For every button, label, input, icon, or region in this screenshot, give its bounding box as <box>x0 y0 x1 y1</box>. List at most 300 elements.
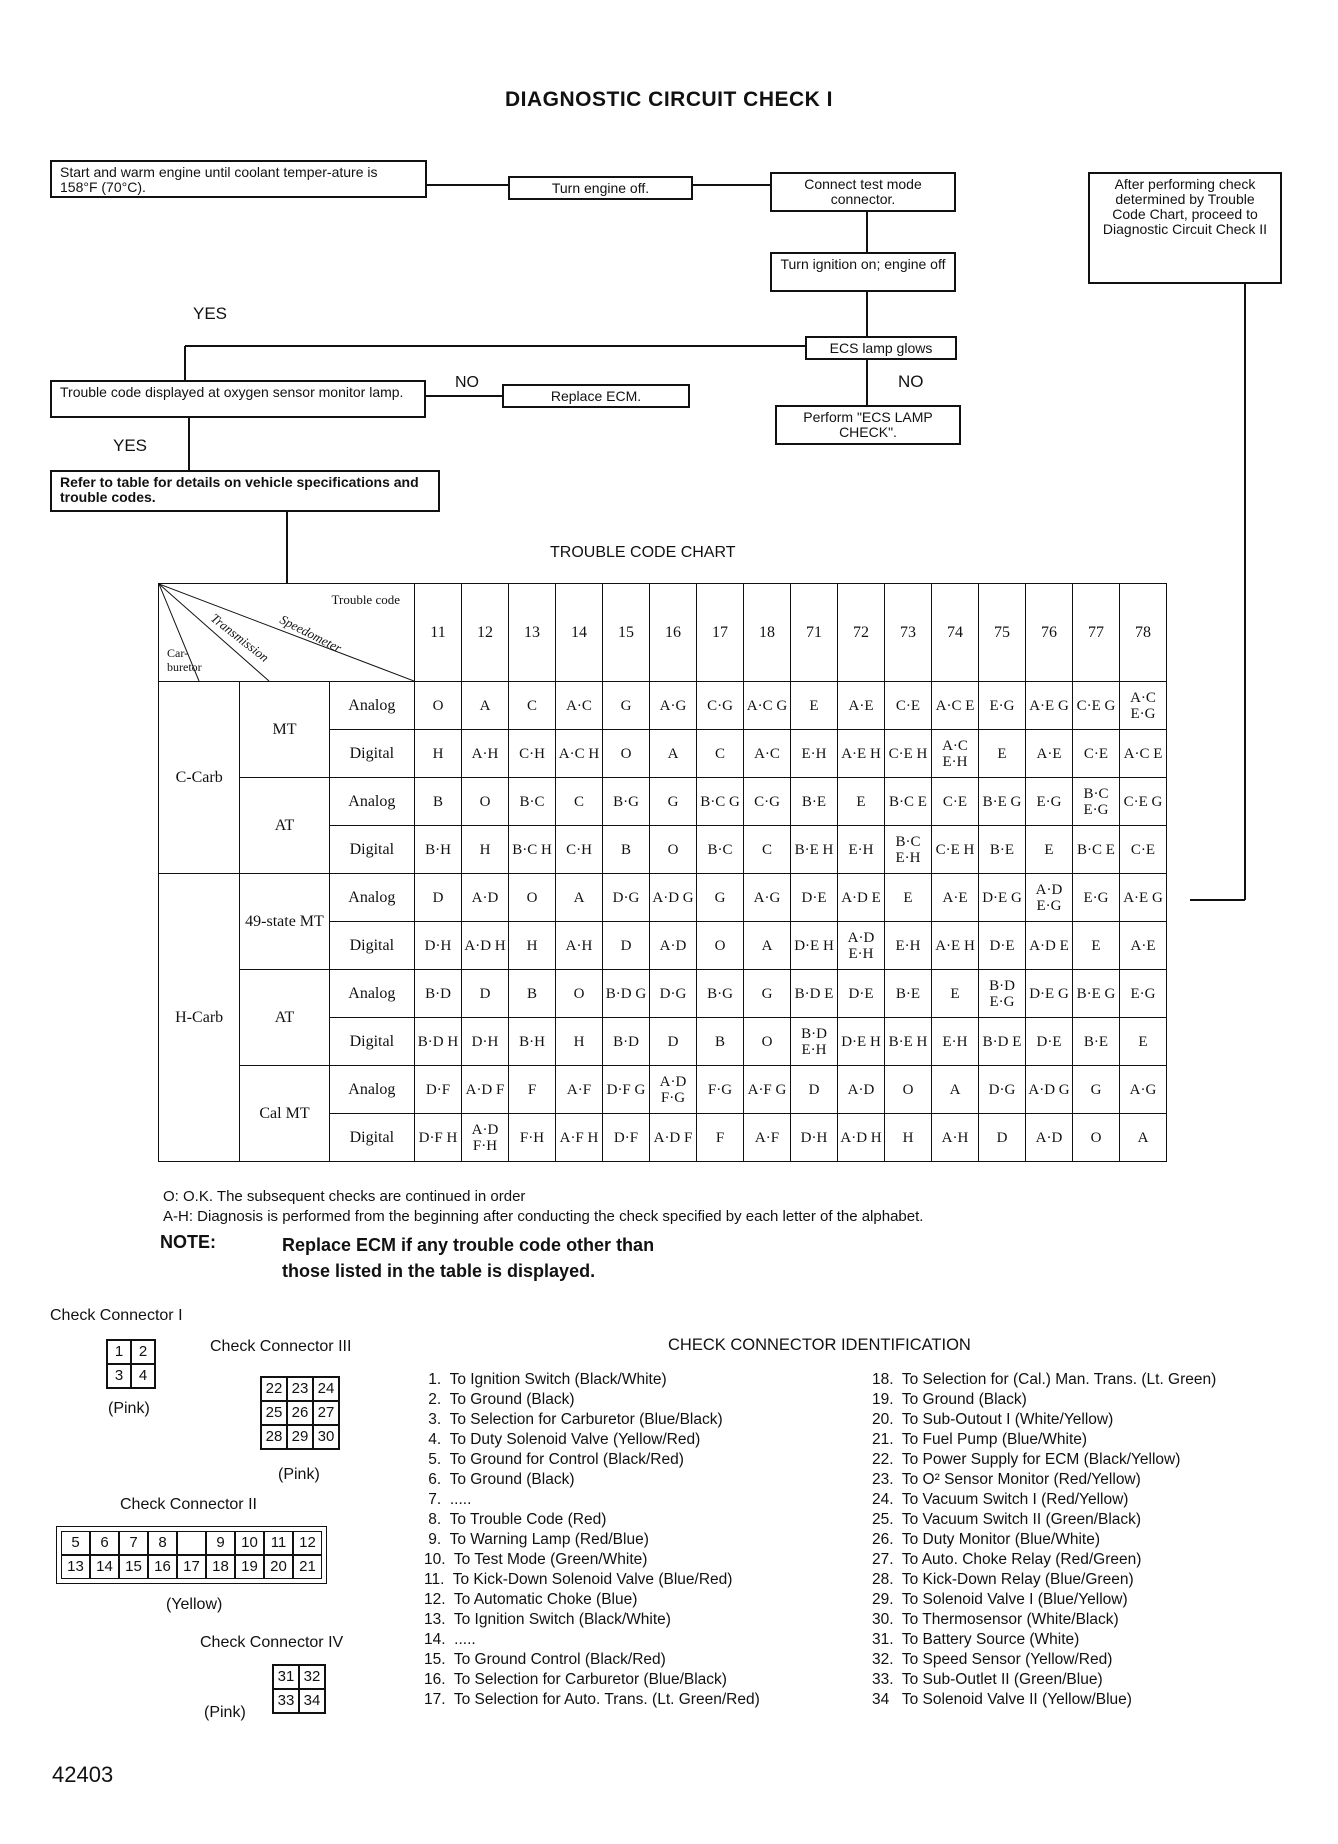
speedometer-cell: Analog <box>329 778 414 826</box>
code-cell: A·H <box>462 730 509 778</box>
code-cell: O <box>697 922 744 970</box>
pin-32: 32 <box>299 1665 325 1689</box>
code-cell: B·C <box>697 826 744 874</box>
code-cell: A·G <box>1120 1066 1167 1114</box>
pin-13: 13 <box>61 1555 90 1579</box>
transmission-cell: MT <box>240 682 329 778</box>
code-cell: E·G <box>979 682 1026 730</box>
code-header-75: 75 <box>979 584 1026 682</box>
code-cell: A·D H <box>462 922 509 970</box>
code-cell: B <box>697 1018 744 1066</box>
code-cell: A <box>744 922 791 970</box>
code-cell: A·D E <box>1026 922 1073 970</box>
code-cell: A·E <box>932 874 979 922</box>
code-cell: B·E <box>979 826 1026 874</box>
pin-description: 19. To Ground (Black) <box>872 1391 1027 1408</box>
code-cell: E·H <box>838 826 885 874</box>
code-cell: B·E H <box>885 1018 932 1066</box>
code-cell: B <box>603 826 650 874</box>
code-cell: C·E G <box>1073 682 1120 730</box>
code-header-74: 74 <box>932 584 979 682</box>
pin-21: 21 <box>293 1555 322 1579</box>
start-engine-box: Start and warm engine until coolant temper-ature is 158°F (70°C). <box>50 160 427 198</box>
code-header-73: 73 <box>885 584 932 682</box>
code-cell: D·F G <box>603 1066 650 1114</box>
code-cell: A·D G <box>650 874 697 922</box>
pin-27: 27 <box>313 1401 339 1425</box>
connector-4-pins <box>272 1664 326 1714</box>
code-header-17: 17 <box>697 584 744 682</box>
table-row <box>159 682 1167 730</box>
pin-description: 17. To Selection for Auto. Trans. (Lt. Green/Red) <box>424 1691 760 1708</box>
speedometer-cell: Digital <box>329 1114 414 1162</box>
code-cell: E·H <box>791 730 838 778</box>
note-text <box>282 1232 654 1284</box>
pin-description: 33. To Sub-Outlet II (Green/Blue) <box>872 1671 1103 1688</box>
pin-description: 8. To Trouble Code (Red) <box>424 1511 607 1528</box>
code-cell: G <box>603 682 650 730</box>
pin-8: 8 <box>148 1531 177 1555</box>
code-cell: A·D F·G <box>650 1066 697 1114</box>
transmission-cell: Cal MT <box>240 1066 329 1162</box>
pin-description: 13. To Ignition Switch (Black/White) <box>424 1611 671 1628</box>
code-cell: B·E <box>885 970 932 1018</box>
pin-description: 5. To Ground for Control (Black/Red) <box>424 1451 684 1468</box>
speedometer-cell: Analog <box>329 1066 414 1114</box>
code-cell: D·E <box>838 970 885 1018</box>
code-cell: A·E G <box>1120 874 1167 922</box>
code-cell: D·E H <box>838 1018 885 1066</box>
code-cell: B·E <box>791 778 838 826</box>
pin-14: 14 <box>90 1555 119 1579</box>
code-cell: E <box>932 970 979 1018</box>
ecs-lamp-glows-box: ECS lamp glows <box>805 336 957 360</box>
code-cell: A·G <box>744 874 791 922</box>
code-cell: C·E H <box>932 826 979 874</box>
code-cell: D·F H <box>415 1114 462 1162</box>
pin-description: 2. To Ground (Black) <box>424 1391 575 1408</box>
code-cell: H <box>556 1018 603 1066</box>
code-cell: A <box>1120 1114 1167 1162</box>
pin-29: 29 <box>287 1425 313 1449</box>
code-cell: B·D E·H <box>791 1018 838 1066</box>
note-line-1: Replace ECM if any trouble code other than <box>282 1235 655 1255</box>
code-cell: A·F H <box>556 1114 603 1162</box>
header-carburetor: Car-buretor <box>167 646 202 674</box>
code-cell: D <box>650 1018 697 1066</box>
transmission-cell: 49-state MT <box>240 874 329 970</box>
code-cell: A·C <box>556 682 603 730</box>
code-cell: B·G <box>697 970 744 1018</box>
code-cell: B·H <box>509 1018 556 1066</box>
code-cell: C·G <box>744 778 791 826</box>
code-cell: A <box>650 730 697 778</box>
pin-description: 30. To Thermosensor (White/Black) <box>872 1611 1119 1628</box>
pin-description: 12. To Automatic Choke (Blue) <box>424 1591 638 1608</box>
pin-31: 31 <box>273 1665 299 1689</box>
pin-description: 10. To Test Mode (Green/White) <box>424 1551 648 1568</box>
pin-description: 3. To Selection for Carburetor (Blue/Black) <box>424 1411 723 1428</box>
code-cell: D·G <box>979 1066 1026 1114</box>
pin-description: 24. To Vacuum Switch I (Red/Yellow) <box>872 1491 1129 1508</box>
code-cell: E·H <box>885 922 932 970</box>
code-cell: A·C <box>744 730 791 778</box>
connector-2-title: Check Connector II <box>120 1496 257 1513</box>
code-header-18: 18 <box>744 584 791 682</box>
code-cell: A·D <box>650 922 697 970</box>
replace-ecm-box: Replace ECM. <box>502 384 690 408</box>
connector-4-title: Check Connector IV <box>200 1634 344 1651</box>
code-cell: E·H <box>932 1018 979 1066</box>
pin-description: 1. To Ignition Switch (Black/White) <box>424 1371 667 1388</box>
legend-ah: A-H: Diagnosis is performed from the beginning after conducting the check specified by each letter of the alphabet. <box>163 1208 924 1225</box>
yes-label-1: YES <box>193 304 228 323</box>
carburetor-cell: H-Carb <box>159 874 240 1162</box>
code-cell: D·H <box>462 1018 509 1066</box>
code-cell: A·C E <box>932 682 979 730</box>
connector-1-title: Check Connector I <box>50 1307 183 1324</box>
trouble-code-table <box>158 583 1167 1162</box>
header-transmission: Transmission <box>208 610 272 665</box>
code-cell: D <box>791 1066 838 1114</box>
pin-4: 4 <box>131 1364 155 1388</box>
code-cell: E <box>838 778 885 826</box>
legend-ok: O: O.K. The subsequent checks are continued in order <box>163 1188 526 1205</box>
note-line-2: those listed in the table is displayed. <box>282 1261 596 1281</box>
connect-test-mode-box: Connect test mode connector. <box>770 172 956 212</box>
code-cell: E·G <box>1073 874 1120 922</box>
speedometer-cell: Analog <box>329 682 414 730</box>
no-label-2: NO <box>898 372 924 391</box>
after-performing-box: After performing check determined by Trouble Code Chart, proceed to Diagnostic Circuit Check II <box>1088 172 1282 284</box>
code-cell: H <box>509 922 556 970</box>
code-cell: D·H <box>415 922 462 970</box>
code-cell: A·E <box>1120 922 1167 970</box>
code-cell: O <box>462 778 509 826</box>
pin-description: 25. To Vacuum Switch II (Green/Black) <box>872 1511 1142 1528</box>
pin-33: 33 <box>273 1689 299 1713</box>
code-cell: A·H <box>932 1114 979 1162</box>
code-cell: C·E H <box>885 730 932 778</box>
code-cell: G <box>744 970 791 1018</box>
code-header-71: 71 <box>791 584 838 682</box>
code-header-77: 77 <box>1073 584 1120 682</box>
code-cell: O <box>509 874 556 922</box>
code-cell: A·E G <box>1026 682 1073 730</box>
code-cell: A·H <box>556 922 603 970</box>
pin-10: 10 <box>235 1531 264 1555</box>
code-cell: E <box>885 874 932 922</box>
pin-12: 12 <box>293 1531 322 1555</box>
connector-3-title: Check Connector III <box>210 1338 352 1355</box>
code-header-14: 14 <box>556 584 603 682</box>
code-cell: E <box>1120 1018 1167 1066</box>
turn-ignition-on-box: Turn ignition on; engine off <box>770 252 956 292</box>
code-cell: B·C H <box>509 826 556 874</box>
code-cell: B·D E <box>791 970 838 1018</box>
connector-1-pins <box>106 1339 156 1389</box>
pin-description: 16. To Selection for Carburetor (Blue/Black) <box>424 1671 727 1688</box>
speedometer-cell: Digital <box>329 826 414 874</box>
connector-3-pins <box>260 1376 340 1450</box>
code-cell: B·D G <box>603 970 650 1018</box>
pin-description: 22. To Power Supply for ECM (Black/Yellow) <box>872 1451 1181 1468</box>
pin-description: 18. To Selection for (Cal.) Man. Trans. (Lt. Green) <box>872 1371 1217 1388</box>
code-cell: C <box>509 682 556 730</box>
code-cell: B·E <box>1073 1018 1120 1066</box>
code-cell: A·C G <box>744 682 791 730</box>
code-cell: C·E <box>1073 730 1120 778</box>
pin-description: 27. To Auto. Choke Relay (Red/Green) <box>872 1551 1142 1568</box>
pin-description: 34 To Solenoid Valve II (Yellow/Blue) <box>872 1691 1132 1708</box>
code-cell: O <box>603 730 650 778</box>
table-header-corner <box>159 584 415 682</box>
code-cell: H <box>885 1114 932 1162</box>
pin-description: 20. To Sub-Outout I (White/Yellow) <box>872 1411 1114 1428</box>
trouble-code-chart-title: TROUBLE CODE CHART <box>550 544 736 561</box>
code-cell: A·D E·H <box>838 922 885 970</box>
code-cell: F <box>697 1114 744 1162</box>
pin-11: 11 <box>264 1531 293 1555</box>
pin-description: 15. To Ground Control (Black/Red) <box>424 1651 666 1668</box>
code-cell: C·E <box>932 778 979 826</box>
code-cell: E·G <box>1026 778 1073 826</box>
code-cell: O <box>1073 1114 1120 1162</box>
code-cell: B·C E·G <box>1073 778 1120 826</box>
pin-23: 23 <box>287 1377 313 1401</box>
code-header-12: 12 <box>462 584 509 682</box>
code-cell: D·G <box>603 874 650 922</box>
code-cell: B·D E·G <box>979 970 1026 1018</box>
code-cell: C·E <box>885 682 932 730</box>
pin-description: 4. To Duty Solenoid Valve (Yellow/Red) <box>424 1431 701 1448</box>
speedometer-cell: Digital <box>329 730 414 778</box>
code-cell: B <box>415 778 462 826</box>
pin-15: 15 <box>119 1555 148 1579</box>
table-row <box>159 1066 1167 1114</box>
code-cell: B·C E·H <box>885 826 932 874</box>
pin-description: 32. To Speed Sensor (Yellow/Red) <box>872 1651 1113 1668</box>
identification-list-left <box>424 1370 760 1710</box>
code-header-15: 15 <box>603 584 650 682</box>
code-cell: O <box>556 970 603 1018</box>
pin-9: 9 <box>206 1531 235 1555</box>
connector-4-color: (Pink) <box>204 1704 246 1721</box>
code-cell: C·H <box>509 730 556 778</box>
table-row <box>159 874 1167 922</box>
code-cell: D <box>415 874 462 922</box>
code-cell: A·E <box>838 682 885 730</box>
code-cell: F·H <box>509 1114 556 1162</box>
pin-16: 16 <box>148 1555 177 1579</box>
code-cell: O <box>744 1018 791 1066</box>
speedometer-cell: Digital <box>329 922 414 970</box>
pin-25: 25 <box>261 1401 287 1425</box>
code-cell: A·F G <box>744 1066 791 1114</box>
pin-1: 1 <box>107 1340 131 1364</box>
code-cell: B·C G <box>697 778 744 826</box>
speedometer-cell: Analog <box>329 970 414 1018</box>
code-cell: D·F <box>603 1114 650 1162</box>
code-cell: E <box>1073 922 1120 970</box>
code-cell: A·D F·H <box>462 1114 509 1162</box>
table-row <box>159 778 1167 826</box>
pin-description: 11. To Kick-Down Solenoid Valve (Blue/Red) <box>424 1571 733 1588</box>
pin-description: 21. To Fuel Pump (Blue/White) <box>872 1431 1088 1448</box>
code-cell: C <box>744 826 791 874</box>
code-header-78: 78 <box>1120 584 1167 682</box>
code-cell: A·D E <box>838 874 885 922</box>
pin-20: 20 <box>264 1555 293 1579</box>
speedometer-cell: Analog <box>329 874 414 922</box>
header-speedometer: Speedometer <box>277 611 345 656</box>
pin-28: 28 <box>261 1425 287 1449</box>
code-cell: C·E G <box>1120 778 1167 826</box>
code-cell: D·E <box>1026 1018 1073 1066</box>
code-cell: E·G <box>1120 970 1167 1018</box>
speedometer-cell: Digital <box>329 1018 414 1066</box>
code-cell: B·E G <box>979 778 1026 826</box>
pin-5: 5 <box>61 1531 90 1555</box>
table-row <box>159 970 1167 1018</box>
pin-30: 30 <box>313 1425 339 1449</box>
code-cell: H <box>462 826 509 874</box>
code-cell: E <box>1026 826 1073 874</box>
code-cell: A·F <box>744 1114 791 1162</box>
pin-22: 22 <box>261 1377 287 1401</box>
pin-3: 3 <box>107 1364 131 1388</box>
turn-engine-off-box: Turn engine off. <box>508 176 693 200</box>
figure-number: 42403 <box>52 1762 114 1787</box>
trouble-code-displayed-box: Trouble code displayed at oxygen sensor monitor lamp. <box>50 380 426 418</box>
code-cell: D <box>979 1114 1026 1162</box>
pin-34: 34 <box>299 1689 325 1713</box>
code-header-11: 11 <box>415 584 462 682</box>
pin-description: 31. To Battery Source (White) <box>872 1631 1080 1648</box>
code-cell: D·E H <box>791 922 838 970</box>
code-cell: A·E H <box>838 730 885 778</box>
code-header-76: 76 <box>1026 584 1073 682</box>
code-cell: B·D H <box>415 1018 462 1066</box>
pin-description: 14. ..... <box>424 1631 476 1648</box>
code-cell: G <box>650 778 697 826</box>
pin-7: 7 <box>119 1531 148 1555</box>
code-cell: B·E G <box>1073 970 1120 1018</box>
code-cell: A·E H <box>932 922 979 970</box>
identification-list-right <box>872 1370 1216 1710</box>
code-cell: O <box>650 826 697 874</box>
no-label-1: NO <box>455 374 479 391</box>
code-cell: A·D F <box>650 1114 697 1162</box>
code-header-13: 13 <box>509 584 556 682</box>
code-cell: B·D <box>603 1018 650 1066</box>
pin-description: 6. To Ground (Black) <box>424 1471 575 1488</box>
code-cell: C·G <box>697 682 744 730</box>
refer-table-box: Refer to table for details on vehicle specifications and trouble codes. <box>50 470 440 512</box>
code-cell: C·H <box>556 826 603 874</box>
pin-description: 29. To Solenoid Valve I (Blue/Yellow) <box>872 1591 1128 1608</box>
perform-ecs-lamp-check-box: Perform "ECS LAMP CHECK". <box>775 405 961 445</box>
connector-2-pins <box>56 1526 327 1584</box>
code-cell: D·F <box>415 1066 462 1114</box>
code-cell: H <box>415 730 462 778</box>
pin-26: 26 <box>287 1401 313 1425</box>
code-cell: A <box>932 1066 979 1114</box>
code-cell: C <box>556 778 603 826</box>
transmission-cell: AT <box>240 778 329 874</box>
code-cell: G <box>697 874 744 922</box>
connector-2-color: (Yellow) <box>166 1596 223 1613</box>
code-cell: B·C E <box>1073 826 1120 874</box>
code-cell: A·D <box>838 1066 885 1114</box>
code-cell: A·E <box>1026 730 1073 778</box>
code-cell: B·C <box>509 778 556 826</box>
yes-label-2: YES <box>113 436 148 455</box>
code-cell: A·C H <box>556 730 603 778</box>
code-cell: D <box>462 970 509 1018</box>
code-cell: A·D <box>1026 1114 1073 1162</box>
code-cell: D·E <box>979 922 1026 970</box>
code-cell: D·G <box>650 970 697 1018</box>
code-header-72: 72 <box>838 584 885 682</box>
pin-19: 19 <box>235 1555 264 1579</box>
pin-6: 6 <box>90 1531 119 1555</box>
code-cell: A <box>556 874 603 922</box>
pin-description: 26. To Duty Monitor (Blue/White) <box>872 1531 1100 1548</box>
code-cell: B·E H <box>791 826 838 874</box>
code-cell: D·H <box>791 1114 838 1162</box>
code-cell: A·G <box>650 682 697 730</box>
note-label: NOTE: <box>160 1232 216 1252</box>
code-cell: A·C E <box>1120 730 1167 778</box>
code-cell: G <box>1073 1066 1120 1114</box>
code-cell: E <box>791 682 838 730</box>
code-cell: D·E G <box>1026 970 1073 1018</box>
code-cell: B·D <box>415 970 462 1018</box>
code-cell: E <box>979 730 1026 778</box>
code-cell: D·E G <box>979 874 1026 922</box>
code-cell: B <box>509 970 556 1018</box>
code-cell: A·C E·H <box>932 730 979 778</box>
transmission-cell: AT <box>240 970 329 1066</box>
pin-description: 23. To O² Sensor Monitor (Red/Yellow) <box>872 1471 1141 1488</box>
code-cell: O <box>415 682 462 730</box>
code-cell: A·D G <box>1026 1066 1073 1114</box>
code-header-16: 16 <box>650 584 697 682</box>
header-trouble-code: Trouble code <box>331 592 400 607</box>
code-cell: D·E <box>791 874 838 922</box>
pin-key <box>177 1531 206 1555</box>
code-cell: C <box>697 730 744 778</box>
pin-description: 9. To Warning Lamp (Red/Blue) <box>424 1531 649 1548</box>
code-cell: A·D E·G <box>1026 874 1073 922</box>
identification-title: CHECK CONNECTOR IDENTIFICATION <box>668 1336 971 1354</box>
code-cell: B·C E <box>885 778 932 826</box>
pin-18: 18 <box>206 1555 235 1579</box>
pin-description: 28. To Kick-Down Relay (Blue/Green) <box>872 1571 1134 1588</box>
code-cell: A·D F <box>462 1066 509 1114</box>
code-cell: D <box>603 922 650 970</box>
pin-17: 17 <box>177 1555 206 1579</box>
code-cell: B·D E <box>979 1018 1026 1066</box>
pin-2: 2 <box>131 1340 155 1364</box>
code-cell: C·E <box>1120 826 1167 874</box>
page-title: DIAGNOSTIC CIRCUIT CHECK I <box>505 88 833 111</box>
code-cell: O <box>885 1066 932 1114</box>
code-cell: A·D <box>462 874 509 922</box>
connector-3-color: (Pink) <box>278 1466 320 1483</box>
code-cell: A·F <box>556 1066 603 1114</box>
